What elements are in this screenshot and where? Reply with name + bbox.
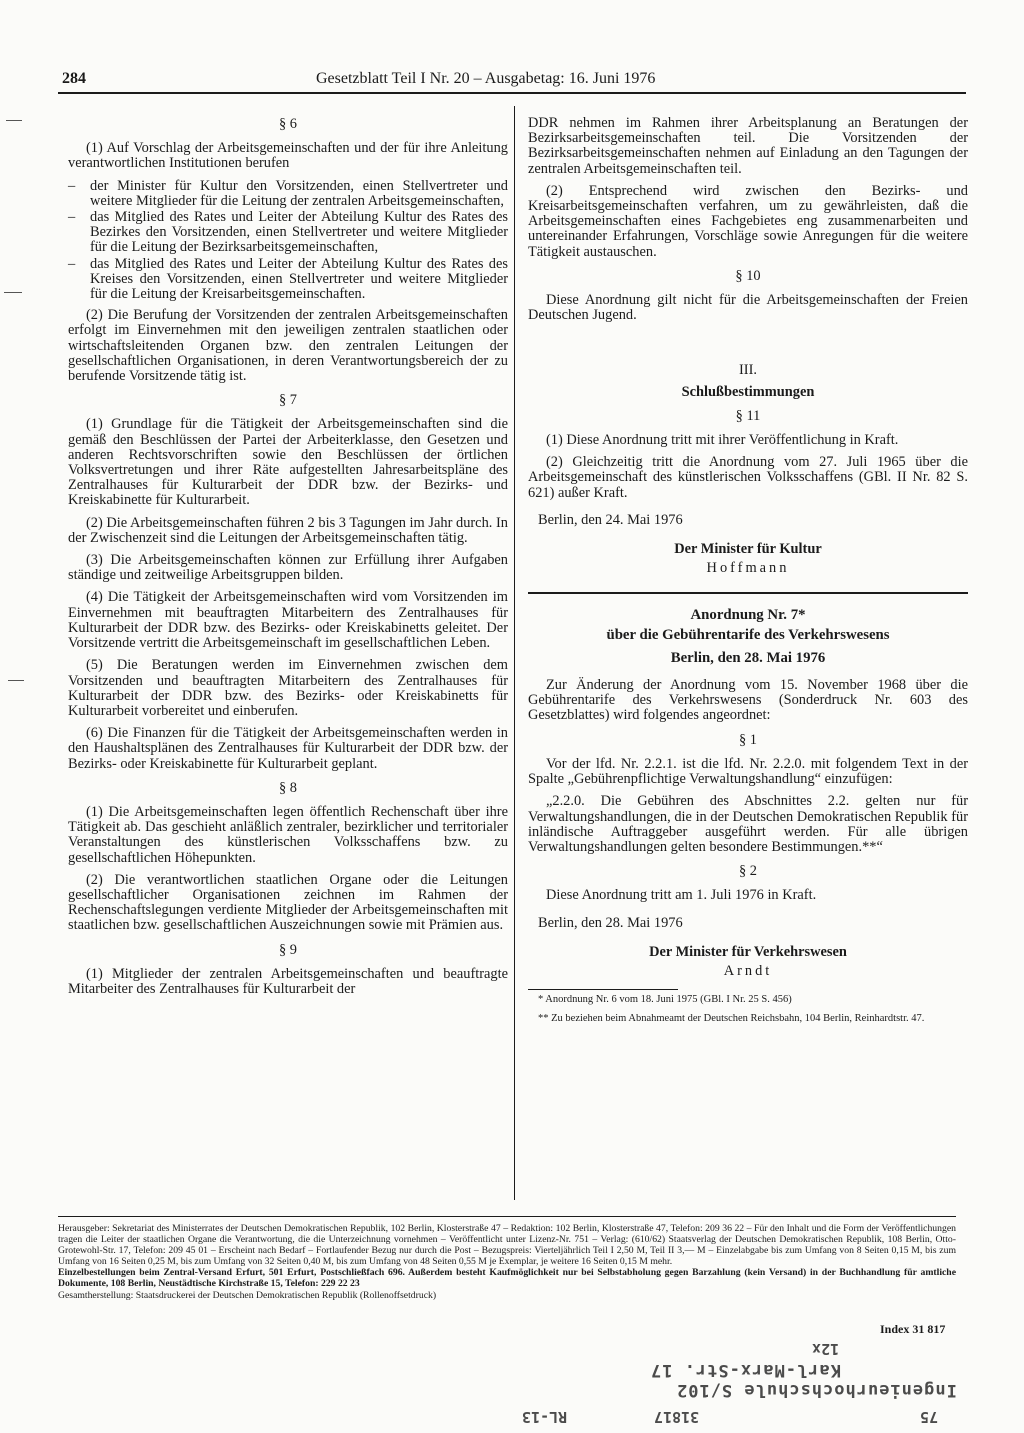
paragraph: Zur Änderung der Anordnung vom 15. November 1968 über die Gebührentarife des Verkehrswesens (Sonderdruck Nr. 603 des Gesetzblattes) wird folgendes angeordnet: — [528, 677, 968, 724]
paragraph: (1) Auf Vorschlag der Arbeitsgemeinschaften und der für ihre Anleitung verantwortlichen Institutionen berufen — [68, 140, 508, 172]
paragraph: (3) Die Arbeitsgemeinschaften können zur Erfüllung ihrer Aufgaben ständige und zeitweilige Arbeitsgruppen bilden. — [68, 552, 508, 584]
section-heading: § 8 — [279, 779, 297, 796]
paragraph: (1) Mitglieder der zentralen Arbeitsgemeinschaften und beauftragte Mitarbeiter des Zentralhauses für Kulturarbeit der — [68, 965, 508, 997]
paragraph: Vor der lfd. Nr. 2.2.1. ist die lfd. Nr. 2.2.0. mit folgendem Text in der Spalte „Gebührenpflichtige Verwaltungshandlung“ einzufügen: — [528, 755, 968, 788]
imprint-text: Herausgeber: Sekretariat des Ministerrates der Deutschen Demokratischen Republik, 102 Berlin, Klosterstraße 47 – Redaktion: 102 Berlin, Klosterstraße 47, Telefon: 209 36 22 – Für den Inhalt und die Form der Veröffentlichungen tragen die Leiter der staatlichen Organe die Verantwortung, die die Unterzeichnung vornehmen – Veröffentlicht unter Lizenz-Nr. 751 – Verlag: (610/62) Staatsverlag der Deutschen Demokratischen Republik, 108 Berlin, Otto-Grotewohl-Str. 17, Telefon: 209 45 01 – Erscheint nach Bedarf – Fortlaufender Bezug nur durch die Post – Bezugspreis: Vierteljährlich Teil I 2,50 M, Teil II 3,— M – Einzelabgabe bis zum Umfang von 8 Seiten 0,15 M, bis zum Umfang von 16 Seiten 0,25 M, bis zum Umfang von 32 Seiten 0,40 M, bis zum Umfang von 48 Seiten 0,55 M je Exemplar, je weitere 16 Seiten 0,15 M mehr. — [58, 1223, 956, 1268]
paragraph: Diese Anordnung gilt nicht für die Arbeitsgemeinschaften der Freien Deutschen Jugend. — [528, 292, 968, 324]
list-item: – der Minister für Kultur den Vorsitzenden, einen Stellvertreter und weitere Mitglieder für die Leitung der zentralen Arbeitsgemeinschaften, — [68, 179, 508, 209]
imprint-orders: Einzelbestellungen beim Zentral-Versand Erfurt, 501 Erfurt, Postschließfach 696. Außerdem besteht Kaufmöglichkeit nur bei Selbstabholung gegen Barzahlung (kein Versand) in der Buchhandlung für amtliche Dokumente, 108 Berlin, Neustädtische Kirchstraße 15, Telefon: 229 22 23 — [58, 1267, 956, 1290]
footnote-rule — [528, 989, 678, 990]
margin-mark — [6, 120, 22, 121]
section-heading: § 6 — [279, 116, 297, 132]
part-numeral: III. — [739, 362, 757, 379]
library-stamp: 31817 — [654, 1408, 700, 1426]
paragraph: (2) Die Arbeitsgemeinschaften führen 2 bis 3 Tagungen im Jahr durch. In der Zwischenzeit sind die Leitungen der Arbeitsgemeinschaften tätig. — [68, 514, 508, 546]
paragraph: (2) Entsprechend wird zwischen den Bezirks- und Kreisarbeitsgemeinschaften verfahren, um zu gewährleisten, daß die Arbeitsgemeinschaften eines Fachgebietes eng zusammenarbeiten und untereinander Erfahrungen, Vorschläge sowie Anregungen für die weitere Tätigkeit austauschen. — [528, 182, 968, 260]
paragraph: Diese Anordnung tritt am 1. Juli 1976 in Kraft. — [546, 887, 817, 904]
library-stamp: 12x — [812, 1340, 840, 1358]
signer-title: Der Minister für Kultur — [674, 541, 822, 558]
library-stamp: Karl-Marx-Str. 17 — [650, 1360, 841, 1380]
right-column — [528, 116, 968, 1031]
signer-name: Arndt — [723, 962, 773, 979]
signing-date: Berlin, den 24. Mai 1976 — [538, 511, 683, 528]
ordinance-title: Anordnung Nr. 7* — [690, 607, 806, 624]
library-stamp: 75 — [920, 1408, 939, 1426]
header-rule — [58, 92, 966, 94]
footnote: * Anordnung Nr. 6 vom 18. Juni 1975 (GBl. I Nr. 25 S. 456) — [538, 994, 792, 1006]
section-rule — [528, 592, 968, 594]
quoted-text: „2.2.0. Die Gebühren des Abschnittes 2.2. gelten nur für Verwaltungshandlungen, die in der Deutschen Demokratischen Republik für inländische Auftraggeber ausgeführt werden. Für alle übrigen Verwaltungshandlungen gelten besondere Bestimmungen.**“ — [528, 793, 968, 855]
ordinance-date: Berlin, den 28. Mai 1976 — [670, 649, 826, 666]
paragraph: (2) Die Berufung der Vorsitzenden der zentralen Arbeitsgemeinschaften erfolgt im Einvernehmen mit den jeweiligen zentralen staatlichen oder wirtschaftsleitenden Organen bzw. den zentralen Leitungen der gesellschaftlichen Organisationen, in deren Verantwortungsbereich der zu berufende Vorsitzende tätig ist. — [68, 307, 508, 385]
page-number: 284 — [62, 70, 86, 87]
section-heading: § 7 — [279, 392, 297, 409]
paragraph: (6) Die Finanzen für die Tätigkeit der Arbeitsgemeinschaften werden in den Haushaltsplänen des Zentralhauses für Kulturarbeit der DDR bzw. der Bezirks- oder Kreiskabinette für Kulturarbeit geplant. — [68, 725, 508, 772]
ordinance-subtitle: über die Gebührentarife des Verkehrswesens — [606, 626, 890, 643]
signer-name: Hoffmann — [706, 560, 790, 577]
left-column — [68, 108, 508, 1004]
imprint-printer: Gesamtherstellung: Staatsdruckerei der Deutschen Demokratischen Republik (Rollenoffsetdruck) — [58, 1289, 437, 1301]
paragraph: (1) Diese Anordnung tritt mit ihrer Veröffentlichung in Kraft. — [546, 432, 899, 449]
paragraph: (1) Die Arbeitsgemeinschaften legen öffentlich Rechenschaft über ihre Tätigkeit ab. Das geschieht anläßlich zentraler, bezirklicher und territorialer Veranstaltungen des künstlerischen Volksschaffens bzw. zu gesellschaftlichen Höhepunkten. — [68, 803, 508, 866]
section-heading: § 9 — [279, 941, 297, 958]
paragraph: (2) Gleichzeitig tritt die Anordnung vom 27. Juli 1965 über die Arbeitsgemeinschaft des künstlerischen Volksschaffens (GBl. II Nr. 82 S. 621) außer Kraft. — [528, 454, 968, 501]
section-heading: § 10 — [735, 267, 761, 284]
section-heading: § 1 — [739, 731, 757, 748]
running-title: Gesetzblatt Teil I Nr. 20 – Ausgabetag: 16. Juni 1976 — [316, 70, 656, 87]
list-item: – das Mitglied des Rates und Leiter der Abteilung Kultur des Rates des Kreises den Vorsitzenden, einen Stellvertreter und weitere Mitglieder für die Leitung der Kreisarbeitsgemeinschaften. — [68, 257, 508, 303]
signing-date: Berlin, den 28. Mai 1976 — [538, 914, 683, 931]
paragraph: (4) Die Tätigkeit der Arbeitsgemeinschaften wird vom Vorsitzenden im Einvernehmen mit beauftragten Mitarbeitern des Zentralhauses für Kulturarbeit der DDR bzw. des Bezirks- oder Kreiskabinetts geleitet. Der Vorsitzende vertritt die Arbeitsgemeinschaft im gesellschaftlichen Leben. — [68, 589, 508, 652]
library-stamp: Ingenieurhochschule S/102 — [676, 1380, 957, 1400]
margin-mark — [4, 292, 22, 293]
section-heading: § 2 — [739, 863, 757, 880]
index-label: Index 31 817 — [880, 1322, 946, 1336]
paragraph: (5) Die Beratungen werden im Einvernehmen zwischen dem Vorsitzenden und beauftragten Mitarbeitern des Zentralhauses für Kulturarbeit der DDR bzw. des Bezirks- oder Kreiskabinetts für Kulturarbeit vorbereitet und einberufen. — [68, 657, 508, 719]
paragraph: (2) Die verantwortlichen staatlichen Organe oder die Leitungen gesellschaftlicher Organisationen zeichnen im Rahmen der Rechenschaftslegungen verdiente Mitglieder der Arbeitsgemeinschaften mit staatlichen bzw. gesellschaftlichen Auszeichnungen sowie mit Prämien aus. — [68, 871, 508, 934]
footnote: ** Zu beziehen beim Abnahmeamt der Deutschen Reichsbahn, 104 Berlin, Reinhardtstr. 47. — [538, 1012, 925, 1024]
imprint — [58, 1216, 956, 1301]
part-title: Schlußbestimmungen — [681, 383, 815, 400]
paragraph: DDR nehmen im Rahmen ihrer Arbeitsplanung an Beratungen der Bezirksarbeitsgemeinschaften teil. Die Vorsitzenden der Bezirksarbeitsgemeinschaften nehmen auf Einladung an den Tagungen der zentralen Arbeitsgemeinschaften teil. — [528, 115, 968, 177]
column-divider — [514, 106, 515, 1200]
signer-title: Der Minister für Verkehrswesen — [649, 943, 847, 960]
library-stamp: RL-13 — [522, 1408, 568, 1426]
section-heading: § 11 — [735, 407, 761, 424]
margin-mark — [8, 680, 24, 681]
list-item: – das Mitglied des Rates und Leiter der Abteilung Kultur des Rates des Bezirkes den Vorsitzenden, einen Stellvertreter und weitere Mitglieder für die Leitung der Bezirksarbeitsgemeinschaften, — [68, 210, 508, 256]
paragraph: (1) Grundlage für die Tätigkeit der Arbeitsgemeinschaften sind die gemäß den Beschlüssen der Partei der Arbeiterklasse, den Gesetzen und anderen Rechtsvorschriften sowie den Beschlüssen der örtlichen Volksvertretungen und ihrer Räte aufgestellten Jahresarbeitspläne des Zentralhauses für Kulturarbeit der DDR bzw. der Bezirks- und Kreiskabinette für Kulturarbeit. — [68, 416, 508, 509]
